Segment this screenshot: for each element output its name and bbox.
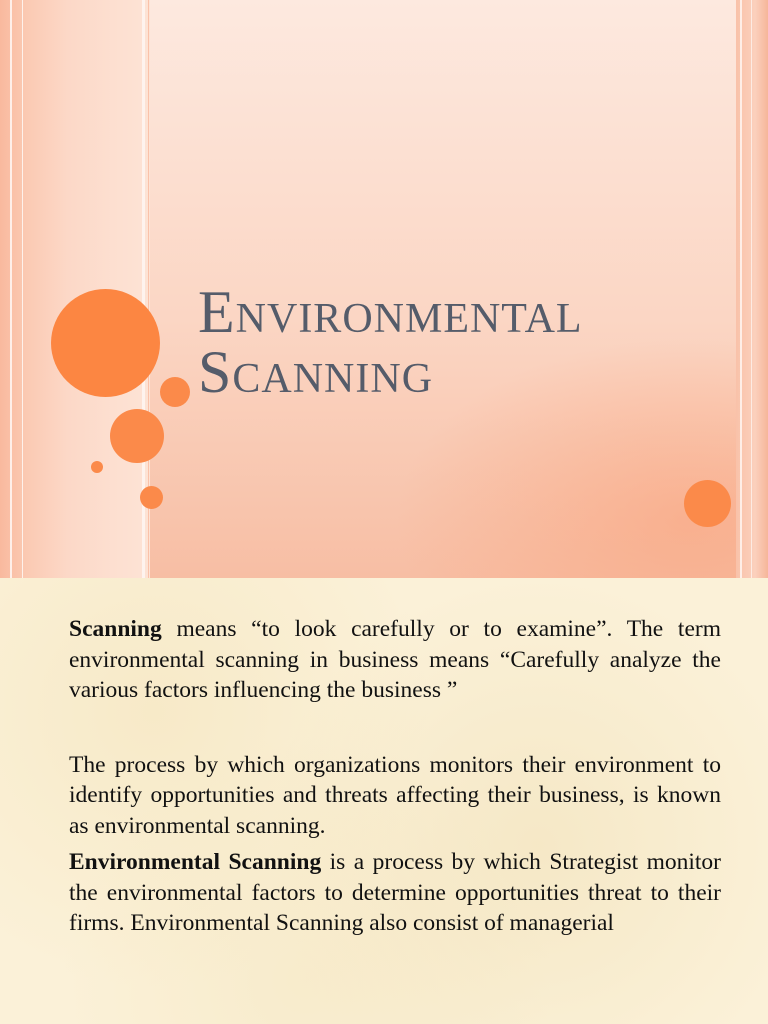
decor-circle-medium — [110, 409, 164, 463]
paragraph-text: means “to look carefully or to examine”. The term environmental scanning in business means “Carefully analyze the various factors influencing the business ” — [69, 616, 721, 703]
term-environmental-scanning: Environmental Scanning — [69, 849, 322, 875]
decor-line — [10, 0, 12, 578]
decor-line — [751, 0, 752, 578]
decor-line — [22, 0, 23, 578]
slide-title — [198, 279, 718, 405]
decor-circle-small — [160, 377, 190, 407]
term-scanning: Scanning — [69, 616, 162, 642]
decor-circle-small — [140, 486, 163, 509]
paragraph-process — [69, 750, 721, 842]
decor-circle-large — [51, 289, 160, 397]
paragraph-text: The process by which organizations monitors their environment to identify opportunities and threats affecting their business, is known as environmental scanning. — [69, 751, 721, 839]
paragraph-text: is a process by which Strategist monitor the environmental factors to determine opportunities threat to their firms. Environmental Scanning also consist of managerial — [69, 849, 721, 936]
slide-title-line1: Environmental — [198, 279, 583, 345]
slide-title-line2: Scanning — [198, 339, 434, 405]
decor-line — [740, 0, 742, 578]
decor-circle-right — [684, 480, 731, 527]
decor-circle-tiny — [91, 461, 103, 473]
paragraph-environmental-scanning — [69, 847, 721, 939]
paragraph-scanning-definition — [69, 614, 721, 706]
slide-body — [69, 614, 721, 939]
content-slide — [0, 578, 768, 1024]
